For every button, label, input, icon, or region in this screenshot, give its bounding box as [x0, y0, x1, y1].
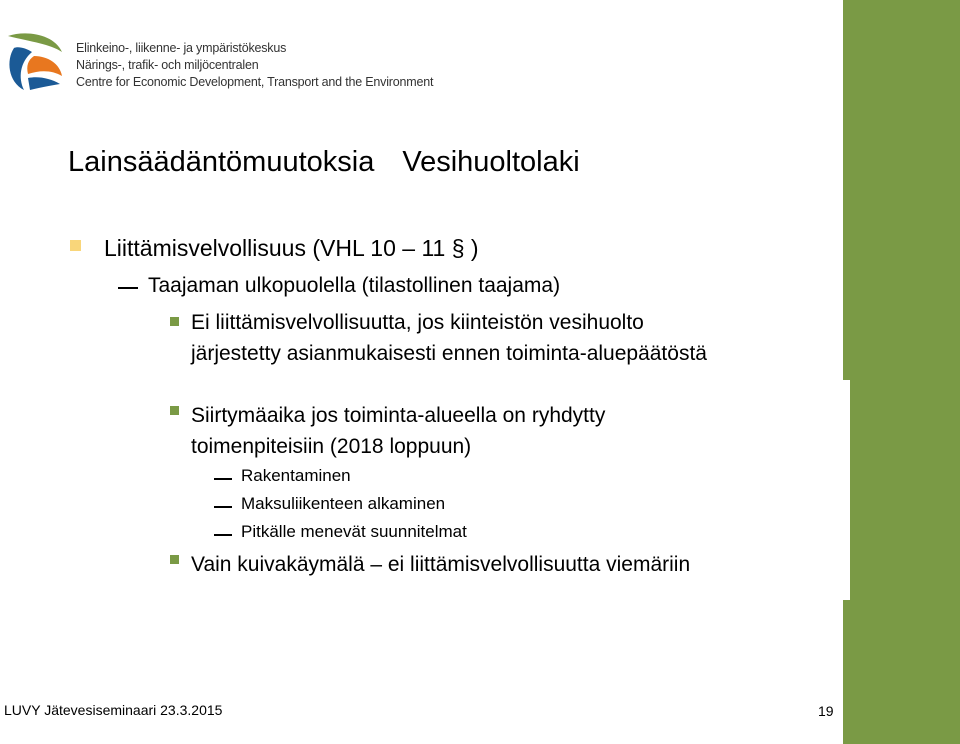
bullet-vain-kuivakaymala: Vain kuivakäymälä – ei liittämisvelvollisuutta viemäriin: [191, 553, 691, 576]
dash-icon: [118, 287, 138, 289]
bullet-liittamisvelvollisuus: Liittämisvelvollisuus (VHL 10 – 11 § ): [104, 235, 479, 261]
bullet-square-icon: [170, 317, 179, 326]
bullet-square-icon: [170, 555, 179, 564]
bullet-square-icon: [170, 406, 179, 415]
ely-logo: [4, 30, 66, 94]
org-name-sv: Närings-, trafik- och miljöcentralen: [76, 58, 259, 72]
dash-icon: [214, 478, 232, 480]
page-number: 19: [818, 703, 834, 719]
slide-title: [68, 146, 580, 179]
bullet-taajaman-ulkopuolella: Taajaman ulkopuolella (tilastollinen taajama): [148, 274, 561, 297]
bullet-rakentaminen: Rakentaminen: [241, 466, 351, 485]
bullet-pitkalle-menevat: Pitkälle menevät suunnitelmat: [241, 522, 467, 541]
footer-text: LUVY Jätevesiseminaari 23.3.2015: [4, 702, 223, 718]
dash-icon: [214, 534, 232, 536]
bullet-square-icon: [70, 240, 81, 251]
org-name-fi: Elinkeino-, liikenne- ja ympäristökeskus: [76, 41, 287, 55]
title-part-2: Vesihuoltolaki: [402, 146, 580, 178]
bullet-siirtymaaika: Siirtymäaika jos toiminta-alueella on ryhdytty toimenpiteisiin (2018 loppuun): [191, 404, 606, 458]
organization-name: [76, 40, 433, 91]
dash-icon: [214, 506, 232, 508]
side-bar-inset: [843, 380, 850, 600]
bullet-maksuliikenteen-alkaminen: Maksuliikenteen alkaminen: [241, 494, 446, 513]
title-part-1: Lainsäädäntömuutoksia: [68, 146, 375, 178]
org-name-en: Centre for Economic Development, Transport and the Environment: [76, 75, 434, 89]
side-decoration-bar: [843, 0, 960, 744]
bullet-ei-liittamisvelvollisuutta: Ei liittämisvelvollisuutta, jos kiinteistön vesihuolto järjestetty asianmukaisesti ennen toiminta-aluepäätöstä: [191, 311, 707, 365]
